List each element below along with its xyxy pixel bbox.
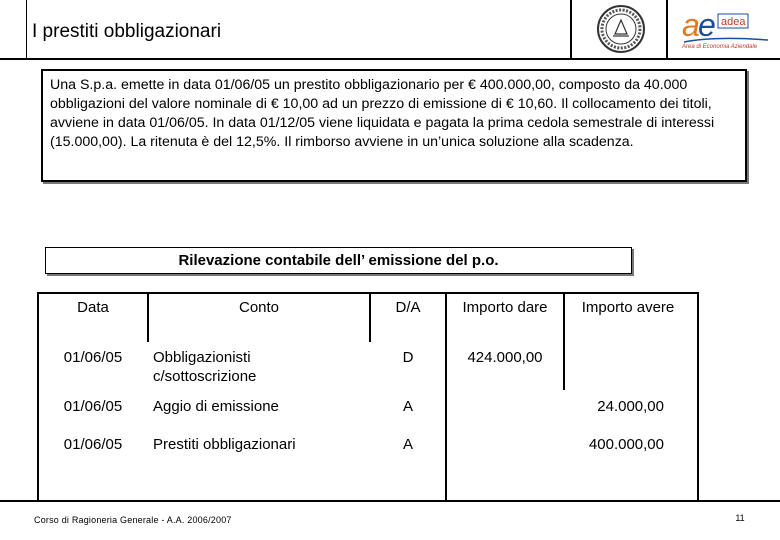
header-date: Data: [77, 299, 109, 316]
university-logo-frame: [570, 0, 668, 58]
svg-text:e: e: [698, 7, 716, 43]
footer-course: Corso di Ragioneria Generale - A.A. 2006/2007: [34, 515, 232, 525]
footer-rule: [0, 500, 780, 502]
svg-text:adea: adea: [721, 16, 746, 28]
header-debit: Importo dare: [462, 299, 548, 316]
row-3-account: Prestiti obbligazionari: [153, 436, 296, 453]
page-number: 11: [735, 513, 745, 523]
table-left-border: [37, 292, 39, 502]
row-1-date: 01/06/05: [63, 349, 123, 366]
adea-subtitle: Area di Economia Aziendale: [682, 44, 758, 50]
row-2-account: Aggio di emissione: [153, 398, 279, 415]
table-top-border: [37, 292, 699, 294]
adea-logo-icon: [676, 6, 776, 44]
table-right-border: [697, 292, 699, 502]
header-rule: [0, 58, 780, 60]
row-1-account: Obbligazionisti c/sottoscrizione: [153, 349, 257, 385]
header-left-rule: [26, 0, 27, 58]
university-seal-icon: [596, 4, 646, 54]
row-2-da: A: [402, 398, 413, 415]
section-label: Rilevazione contabile dell’ emissione del p.o.: [45, 247, 632, 274]
header-account: Conto: [238, 299, 280, 316]
row-2-credit: 24.000,00: [597, 398, 664, 415]
row-3-date: 01/06/05: [63, 436, 123, 453]
svg-text:a: a: [682, 7, 700, 43]
row-1-debit: 424.000,00: [467, 349, 543, 366]
table-divider: [445, 292, 447, 502]
header-da: D/A: [395, 299, 421, 316]
adea-logo-frame: [668, 0, 780, 58]
page-title: I prestiti obbligazionari: [32, 21, 222, 42]
problem-statement: Una S.p.a. emette in data 01/06/05 un prestito obbligazionario per € 400.000,00, composto da 40.000 obbligazioni del valore nominale di € 10,00 ad un prezzo di emissione di € 10,60. Il collocamento dei titoli, avviene in data 01/06/05. In data 01/12/05 viene liquidata e pagata la prima cedola semestrale di interessi (15.000,00). La ritenuta è del 12,5%. Il rimborso avviene in un’unica soluzione alla scadenza.: [41, 69, 747, 182]
row-1-da: D: [402, 349, 414, 366]
table-divider: [369, 292, 371, 342]
row-3-da: A: [402, 436, 413, 453]
row-2-date: 01/06/05: [63, 398, 123, 415]
header-credit: Importo avere: [581, 299, 675, 316]
table-divider: [147, 292, 149, 342]
row-3-credit: 400.000,00: [588, 436, 664, 453]
table-divider: [563, 292, 565, 390]
